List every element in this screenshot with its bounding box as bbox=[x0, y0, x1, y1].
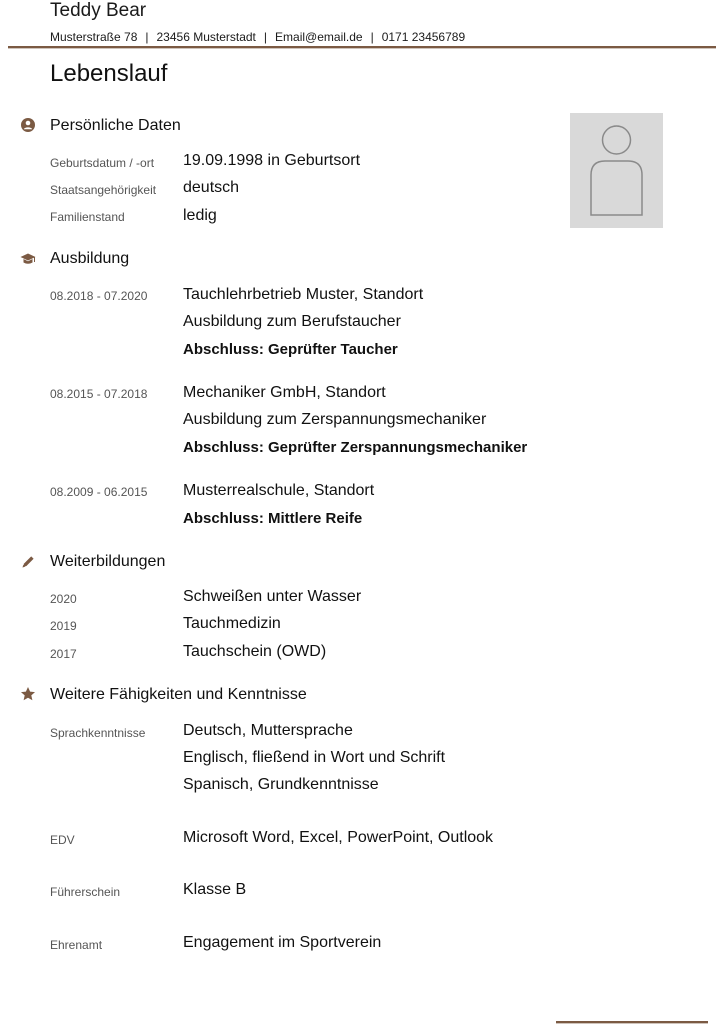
education-degree: Abschluss: Geprüfter Taucher bbox=[183, 341, 398, 358]
address: Musterstraße 78 bbox=[50, 30, 138, 44]
education-place: Musterrealschule, Standort bbox=[183, 482, 375, 499]
section-skills-heading: Weitere Fähigkeiten und Kenntnisse bbox=[50, 686, 307, 703]
training-year: 2017 bbox=[50, 647, 77, 661]
document-title: Lebenslauf bbox=[50, 60, 168, 87]
label-nationality: Staatsangehörigkeit bbox=[50, 183, 157, 197]
email-link[interactable]: Email@email.de bbox=[275, 30, 363, 44]
education-degree: Abschluss: Mittlere Reife bbox=[183, 510, 363, 527]
training-title: Tauchmedizin bbox=[183, 615, 281, 632]
label-it: EDV bbox=[50, 833, 75, 847]
education-place: Tauchlehrbetrieb Muster, Standort bbox=[183, 286, 424, 303]
footer-divider-shadow bbox=[556, 1023, 708, 1024]
education-period: 08.2015 - 07.2018 bbox=[50, 387, 148, 401]
language-item: Englisch, fließend in Wort und Schrift bbox=[183, 749, 446, 766]
person-silhouette-icon bbox=[570, 113, 663, 228]
contact-line bbox=[50, 30, 465, 44]
label-license: Führerschein bbox=[50, 885, 121, 899]
training-title: Tauchschein (OWD) bbox=[183, 643, 327, 660]
value-nationality: deutsch bbox=[183, 179, 240, 196]
label-volunteer: Ehrenamt bbox=[50, 938, 103, 952]
education-period: 08.2018 - 07.2020 bbox=[50, 289, 148, 303]
label-birth: Geburtsdatum / -ort bbox=[50, 156, 155, 170]
language-item: Spanisch, Grundkenntnisse bbox=[183, 776, 379, 793]
graduation-cap-icon bbox=[20, 251, 36, 267]
photo-placeholder bbox=[570, 113, 663, 228]
separator: | bbox=[370, 30, 374, 44]
section-personal-heading: Persönliche Daten bbox=[50, 117, 181, 134]
education-place: Mechaniker GmbH, Standort bbox=[183, 384, 386, 401]
separator: | bbox=[263, 30, 268, 44]
separator: | bbox=[145, 30, 149, 44]
training-title: Schweißen unter Wasser bbox=[183, 588, 362, 605]
city: 23456 Musterstadt bbox=[156, 30, 256, 44]
education-degree: Abschluss: Geprüfter Zerspannungsmechaniker bbox=[183, 439, 528, 456]
value-birth: 19.09.1998 in Geburtsort bbox=[183, 152, 361, 169]
label-languages: Sprachkenntnisse bbox=[50, 726, 146, 740]
section-training-heading: Weiterbildungen bbox=[50, 553, 166, 570]
education-program: Ausbildung zum Berufstaucher bbox=[183, 313, 401, 330]
value-it: Microsoft Word, Excel, PowerPoint, Outlook bbox=[183, 829, 494, 846]
value-volunteer: Engagement im Sportverein bbox=[183, 934, 382, 951]
training-year: 2019 bbox=[50, 619, 77, 633]
value-marital-status: ledig bbox=[183, 207, 217, 224]
applicant-name: Teddy Bear bbox=[50, 0, 147, 21]
star-icon bbox=[20, 686, 36, 702]
education-program: Ausbildung zum Zerspannungsmechaniker bbox=[183, 411, 487, 428]
value-license: Klasse B bbox=[183, 881, 247, 898]
label-marital-status: Familienstand bbox=[50, 210, 125, 224]
education-period: 08.2009 - 06.2015 bbox=[50, 485, 148, 499]
phone: 0171 23456789 bbox=[381, 30, 466, 44]
header-divider-shadow bbox=[8, 48, 716, 49]
user-circle-icon bbox=[20, 117, 36, 133]
language-item: Deutsch, Muttersprache bbox=[183, 722, 353, 739]
training-year: 2020 bbox=[50, 592, 77, 606]
section-education-heading: Ausbildung bbox=[50, 250, 130, 267]
pencil-icon bbox=[20, 554, 36, 570]
